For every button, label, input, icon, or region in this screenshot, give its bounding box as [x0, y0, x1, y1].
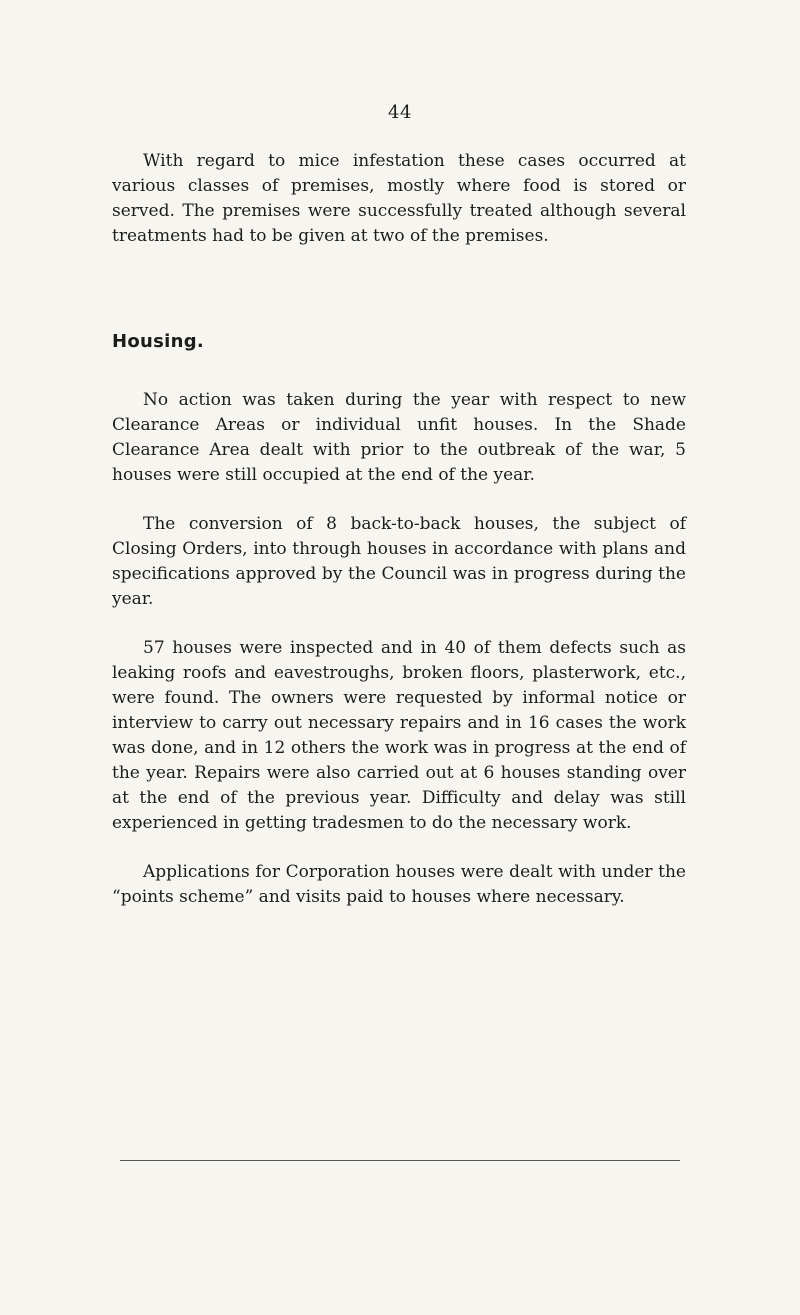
housing-paragraph: 57 houses were inspected and in 40 of them defects such as leaking roofs and eavestroughs, broken floors, plasterwork, etc., were found. The owners were requested by informal notice or interview to carry out necessary repairs and in 16 cases the work was done, and in 12 others the work was in progress at the end of the year. Repairs were also carried out at 6 houses standing over at the end of the previous year. Difficulty and delay was still experienced in getting tradesmen to do the necessary work.: [112, 638, 686, 833]
housing-paragraph: Applications for Corporation houses were dealt with under the “points scheme” and visits paid to houses where necessary.: [112, 862, 686, 907]
intro-section: [112, 149, 686, 249]
footer-divider: [120, 1160, 680, 1161]
housing-paragraph: The conversion of 8 back-to-back houses, the subject of Closing Orders, into through houses in accordance with plans and specifications approved by the Council was in progress during the year.: [112, 514, 686, 609]
housing-paragraph: No action was taken during the year with respect to new Clearance Areas or individual unfit houses. In the Shade Clearance Area dealt with prior to the outbreak of the war, 5 houses were still occupied at the end of the year.: [112, 390, 686, 485]
page-number: 44: [388, 102, 412, 123]
housing-heading: Housing.: [112, 331, 205, 352]
housing-section: [112, 388, 686, 910]
intro-paragraph: With regard to mice infestation these cases occurred at various classes of premises, mostly where food is stored or served. The premises were successfully treated although several treatments had to be given at two of the premises.: [112, 151, 686, 246]
